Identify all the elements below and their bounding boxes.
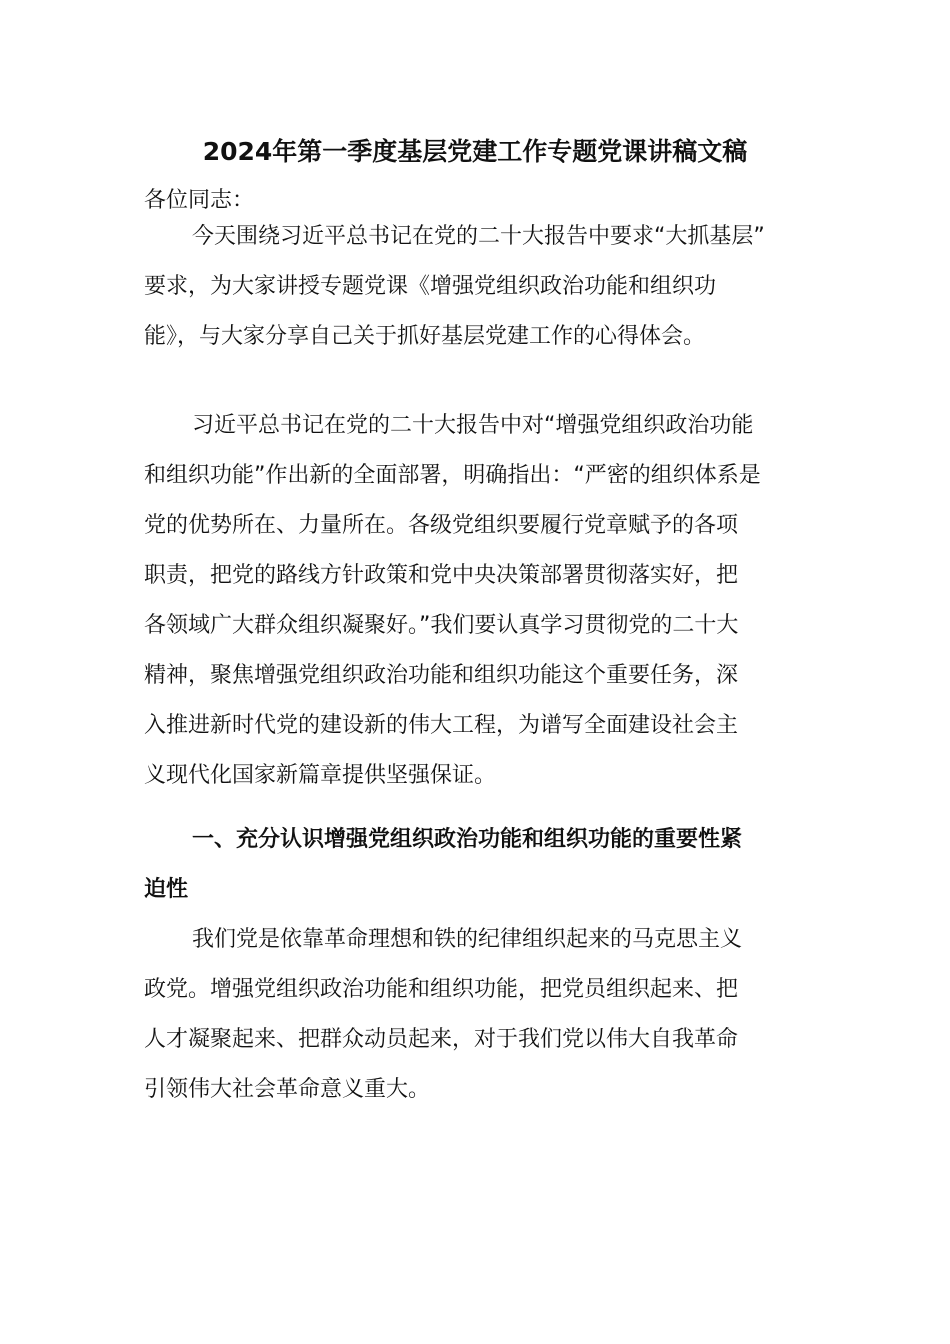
paragraph-line: 我们党是依靠革命理想和铁的纪律组织起来的马克思主义 (192, 927, 743, 952)
document-title: 2024年第一季度基层党建工作专题党课讲稿文稿 (202, 137, 748, 166)
paragraph-intro (144, 212, 810, 362)
paragraph-line: 人才凝聚起来、把群众动员起来，对于我们党以伟大自我革命 (144, 1027, 739, 1052)
paragraph-line: 政党。增强党组织政治功能和组织功能，把党员组织起来、把 (144, 977, 739, 1002)
paragraph-line: 入推进新时代党的建设新的伟大工程，为谱写全面建设社会主 (144, 713, 739, 738)
section-heading-1 (144, 815, 810, 915)
paragraph-line: 今天围绕习近平总书记在党的二十大报告中要求“大抓基层” (192, 224, 765, 249)
heading-line: 迫性 (144, 877, 189, 902)
paragraph-line: 义现代化国家新篇章提供坚强保证。 (144, 763, 497, 788)
paragraph-report (144, 401, 810, 801)
paragraph-line: 职责，把党的路线方针政策和党中央决策部署贯彻落实好，把 (144, 563, 739, 588)
heading-line: 一、充分认识增强党组织政治功能和组织功能的重要性紧 (192, 827, 743, 852)
salutation: 各位同志： (144, 188, 255, 213)
paragraph-line: 和组织功能”作出新的全面部署，明确指出：“严密的组织体系是 (144, 463, 761, 488)
paragraph-line: 精神，聚焦增强党组织政治功能和组织功能这个重要任务，深 (144, 663, 739, 688)
paragraph-line: 各领域广大群众组织凝聚好。”我们要认真学习贯彻党的二十大 (144, 613, 739, 638)
paragraph-line: 要求，为大家讲授专题党课《增强党组织政治功能和组织功 (144, 274, 717, 299)
paragraph-line: 习近平总书记在党的二十大报告中对“增强党组织政治功能 (192, 413, 754, 438)
paragraph-line: 党的优势所在、力量所在。各级党组织要履行党章赋予的各项 (144, 513, 739, 538)
paragraph-line: 引领伟大社会革命意义重大。 (144, 1077, 431, 1102)
paragraph-party (144, 915, 810, 1115)
paragraph-line: 能》，与大家分享自己关于抓好基层党建工作的心得体会。 (144, 324, 706, 349)
